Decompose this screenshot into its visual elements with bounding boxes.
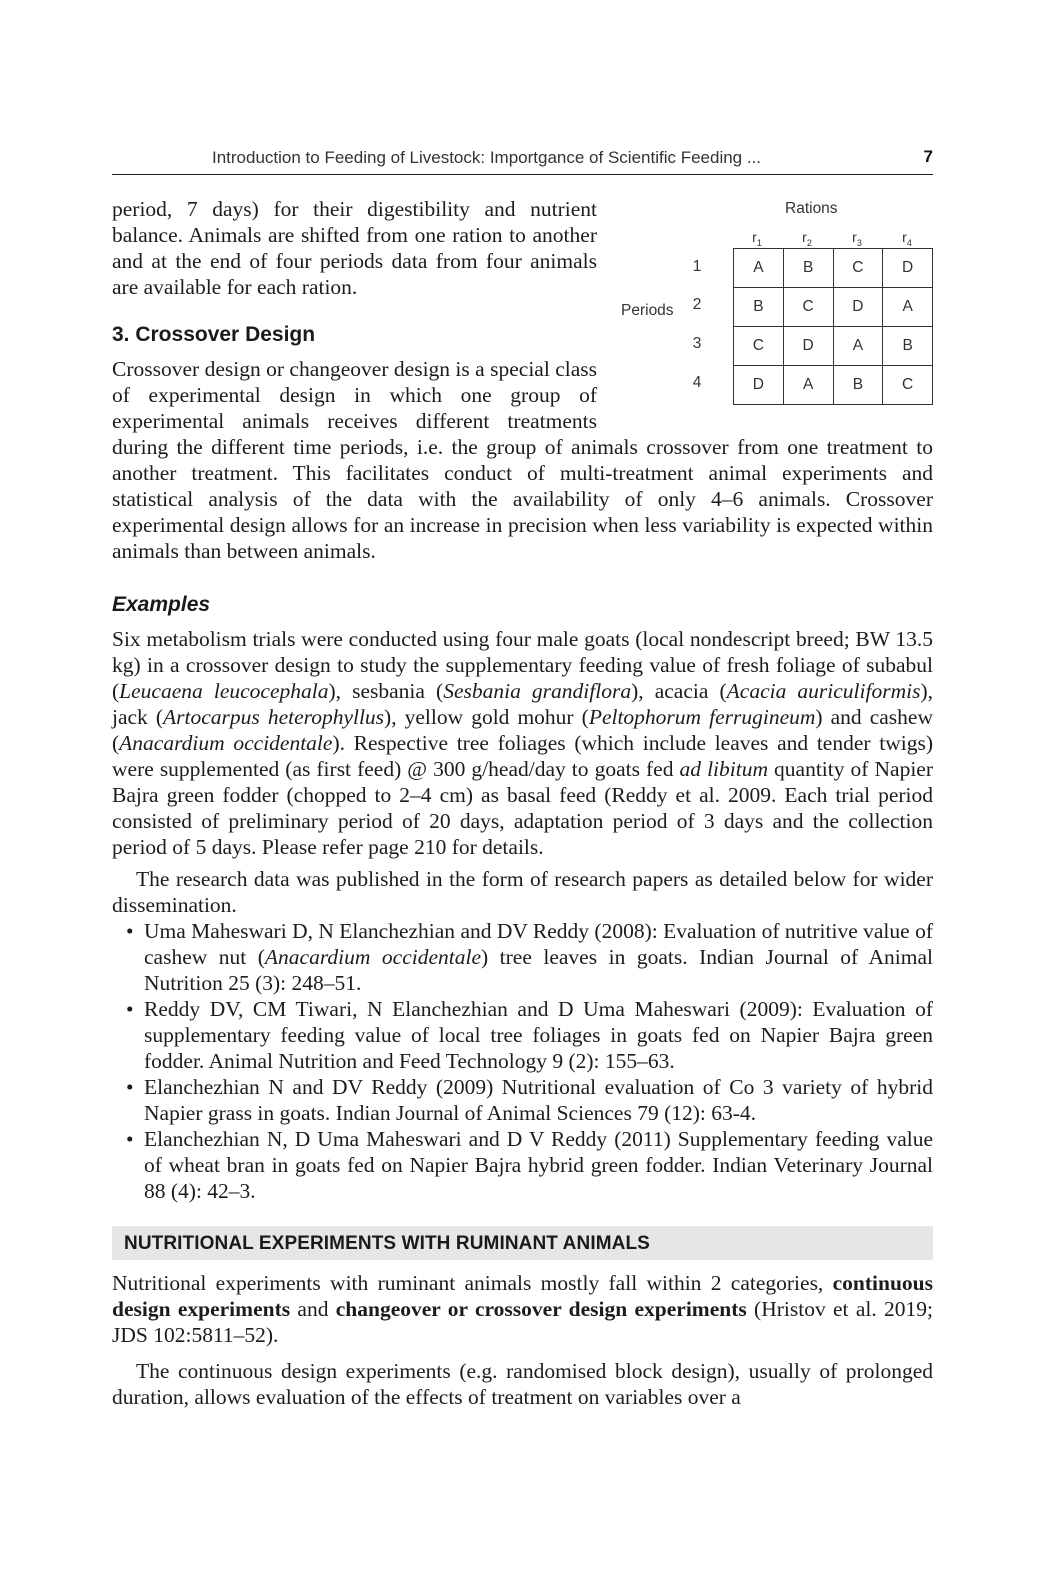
reference-list [112,918,933,1204]
grid-cell: B [883,327,933,366]
intro-paragraph: period, 7 days) for their digestibility and nutrient balance. Animals are shifted from one ration to another and at the end of four periods data from four animals are available for each ration. [112,197,597,299]
list-item: • Reddy DV, CM Tiwari, N Elanchezhian and D Uma Maheswari (2009): Evaluation of supplementary feeding value of local tree foliages in goats fed on Napier Bajra green fodder. Animal Nutrition and Feed Technology 9 (2): 155–63. [144,996,933,1074]
examples-paragraph: Six metabolism trials were conducted using four male goats (local nondescript breed; BW 13.5 kg) in a crossover design to study the supplementary feeding value of fresh foliage of subabul (Leucaena leucocephala), sesbania (Sesbania grandiflora), acacia (Acacia auriculiformis), jack (Artocarpus heterophyllus), yellow gold mohur (Peltophorum ferrugineum) and cashew (Anacardium occidentale). Respective tree foliages (which include leaves and tender twigs) were supplemented (as first feed) @ 300 g/head/day to goats fed ad libitum quantity of Napier Bajra green fodder (chopped to 2–4 cm) as basal feed (Reddy et al. 2009. Each trial period consisted of preliminary period of 20 days, adaptation period of 3 days and the collection period of 5 days. Please refer page 210 for details. [112,627,934,859]
grid-cell: A [833,327,883,366]
page-body [112,196,933,1410]
list-item: • Elanchezhian N, D Uma Maheswari and D V Reddy (2011) Supplementary feeding value of wheat bran in goats fed on Napier Bajra hybrid green fodder. Indian Veterinary Journal 88 (4): 42–3. [144,1126,933,1204]
grid-cell: A [734,249,784,288]
grid-cell: D [883,249,933,288]
grid-cell: A [783,366,833,405]
grid-row [734,288,933,327]
crossover-heading: 3. Crossover Design [112,323,316,346]
rations-label: Rations [785,200,838,217]
dissemination-paragraph: The research data was published in the form of research papers as detailed below for wider dissemination. [112,867,933,917]
period-number: 1 [692,258,702,275]
grid-cell: A [883,288,933,327]
latin-square-figure [615,196,933,424]
period-number: 2 [692,296,702,313]
ruminant-paragraph: Nutritional experiments with ruminant animals mostly fall within 2 categories, continuous design experiments and changeover or crossover design experiments (Hristov et al. 2019; JDS 102:5811–52). [112,1271,934,1347]
grid-cell: D [783,327,833,366]
crossover-paragraph: Crossover design or changeover design is a special class of experimental design in which one group of experimental animals receives different treatments during the different time periods, i.e. the group of animals crossover from one treatment to another treatment. This facilitates conduct of multi-treatment animal experiments and statistical analysis of the data with the availability of only 4–6 animals. Crossover experimental design allows for an increase in precision when less variability is expected within animals than between animals. [112,357,933,563]
page-number: 7 [923,147,933,166]
grid-cell: B [783,249,833,288]
ration-header-3: $r_3$ [852,229,862,248]
grid-row [734,366,933,405]
period-number: 4 [692,374,702,391]
list-item: • Elanchezhian N and DV Reddy (2009) Nutritional evaluation of Co 3 variety of hybrid Napier grass in goats. Indian Journal of Animal Sciences 79 (12): 63-4. [144,1074,933,1126]
grid-row [734,249,933,288]
running-header-title: Introduction to Feeding of Livestock: Importgance of Scientific Feeding ... [212,148,762,167]
ration-header-1: $r_1$ [752,229,762,248]
ration-header-4: $r_4$ [902,229,912,248]
section-heading: NUTRITIONAL EXPERIMENTS WITH RUMINANT ANIMALS [112,1226,933,1260]
ration-header-2: $r_2$ [802,229,812,248]
grid-row [734,327,933,366]
list-item: • Uma Maheswari D, N Elanchezhian and DV Reddy (2008): Evaluation of nutritive value of cashew nut (Anacardium occidentale) tree leaves in goats. Indian Journal of Animal Nutrition 25 (3): 248–51. [144,918,933,996]
grid-cell: C [883,366,933,405]
grid-cell: D [734,366,784,405]
periods-label: Periods [621,302,674,319]
grid-cell: C [734,327,784,366]
running-header [112,146,933,175]
examples-heading: Examples [112,593,211,616]
grid-cell: C [783,288,833,327]
period-number: 3 [692,335,702,352]
grid-cell: C [833,249,883,288]
latin-square-grid [733,248,933,405]
grid-cell: B [734,288,784,327]
grid-cell: D [833,288,883,327]
grid-cell: B [833,366,883,405]
continuous-paragraph: The continuous design experiments (e.g. randomised block design), usually of prolonged duration, allows evaluation of the effects of treatment on variables over a [112,1359,933,1409]
